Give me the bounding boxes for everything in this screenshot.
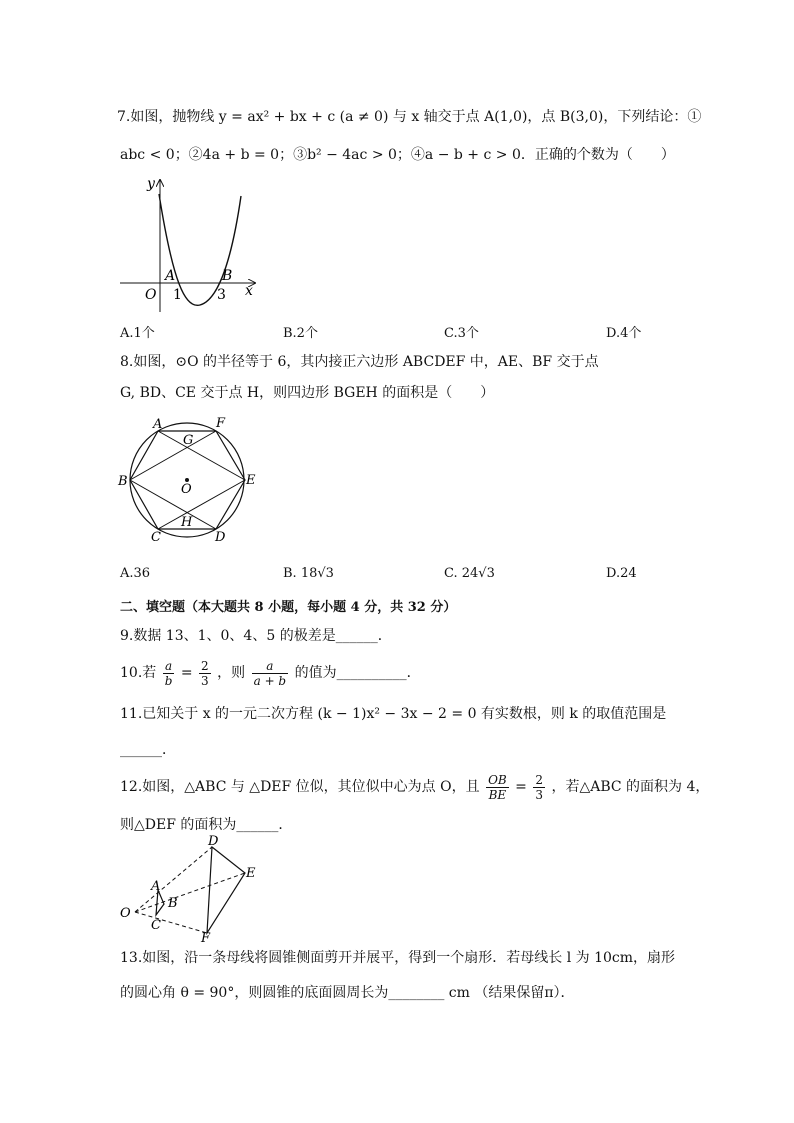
origin-label: O [145, 287, 157, 303]
label-d: D [208, 835, 219, 849]
q12-homothety-figure [115, 835, 265, 945]
q13-line1: 13.如图，沿一条母线将圆锥侧面剪开并展平，得到一个扇形．若母线长 l 为 10cm，扇形 [120, 950, 676, 966]
q8-hexagon-figure [115, 410, 265, 550]
q10-mid: ，则 [217, 665, 246, 681]
q7-option-d[interactable]: D.4个 [606, 326, 642, 341]
q8-line1: 8.如图，⊙O 的半径等于 6，其内接正六边形 ABCDEF 中，AE、BF 交于点 [120, 354, 599, 370]
q7-option-c[interactable]: C.3个 [444, 326, 479, 341]
q10-frac-23: $\frac{2}{3}$ [201, 658, 209, 688]
label-d: D [215, 530, 226, 545]
q7-option-b[interactable]: B.2个 [283, 326, 318, 341]
q12-line1 [120, 768, 709, 806]
q8-line2: G, BD、CE 交于点 H，则四边形 BGEH 的面积是（ ） [120, 385, 495, 401]
q12-post: ，若△ABC 的面积为 4， [551, 779, 710, 795]
q12-eq: = [515, 779, 527, 795]
q8-option-a[interactable]: A.36 [120, 566, 151, 581]
q9-text: 9.数据 13、1、0、4、5 的极差是______． [120, 628, 392, 644]
q8-option-c[interactable]: C. 24√3 [444, 566, 495, 581]
label-b: B [168, 896, 178, 911]
q10-post: 的值为__________． [294, 665, 421, 681]
q7-line1: 7.如图，抛物线 y = ax² + bx + c (a ≠ 0) 与 x 轴交于点 A(1,0)，点 B(3,0)，下列结论：① [117, 109, 702, 125]
label-o: O [120, 906, 131, 921]
tick-3-label: 3 [217, 287, 226, 303]
q11-line2: ______． [120, 742, 176, 758]
y-label: y [147, 176, 155, 192]
label-a: A [153, 417, 163, 432]
segment-bd [130, 480, 216, 529]
q8-option-d[interactable]: D.24 [606, 566, 637, 581]
label-b: B [118, 474, 128, 489]
q7-option-a[interactable]: A.1个 [120, 326, 155, 341]
point-b-label: B [222, 268, 233, 284]
tick-1-label: 1 [173, 287, 182, 303]
segment-ce [158, 480, 245, 529]
triangle-def [207, 847, 245, 933]
label-e: E [246, 473, 256, 488]
parabola-curve [159, 194, 241, 305]
q12-line2: 则△DEF 的面积为______． [120, 817, 293, 833]
label-h: H [181, 515, 193, 530]
q7-parabola-figure [115, 172, 265, 332]
point-a-label: A [165, 268, 176, 284]
label-f: F [216, 416, 226, 431]
q12-frac-ob-be: $\frac{OB}{BE}$ [488, 772, 507, 802]
label-e: E [246, 866, 256, 881]
q7-line2: abc < 0；②4a + b = 0；③b² − 4ac > 0；④a − b + c > 0．正确的个数为（ ） [120, 147, 675, 163]
q8-option-b[interactable]: B. 18√3 [283, 566, 334, 581]
q10-frac-a-apb: $\frac{a}{a + b}$ [253, 658, 287, 688]
q11-line1: 11.已知关于 x 的一元二次方程 (k − 1)x² − 3x − 2 = 0 有实数根，则 k 的取值范围是 [120, 706, 667, 722]
label-o: O [181, 482, 192, 497]
label-f: F [201, 931, 211, 945]
q10-pre: 10.若 [120, 665, 157, 681]
label-c: C [151, 530, 161, 545]
q10-line [120, 655, 421, 691]
q10-frac-ab: $\frac{a}{b}$ [164, 658, 173, 688]
q13-line2: 的圆心角 θ = 90°，则圆锥的底面圆周长为________ cm （结果保留π）． [120, 985, 575, 1001]
label-a: A [151, 879, 161, 894]
label-c: C [151, 918, 161, 933]
x-label: x [245, 283, 253, 299]
section-heading: 二、填空题（本大题共 8 小题，每小题 4 分，共 32 分） [120, 600, 457, 615]
q12-pre: 12.如图，△ABC 与 △DEF 位似，其位似中心为点 O，且 [120, 779, 480, 795]
segment-bf [130, 431, 216, 480]
segment-ae [158, 431, 245, 480]
ray-of [135, 912, 207, 933]
q10-eq: = [180, 665, 193, 681]
label-g: G [183, 433, 194, 448]
q12-frac-23: $\frac{2}{3}$ [535, 772, 543, 802]
